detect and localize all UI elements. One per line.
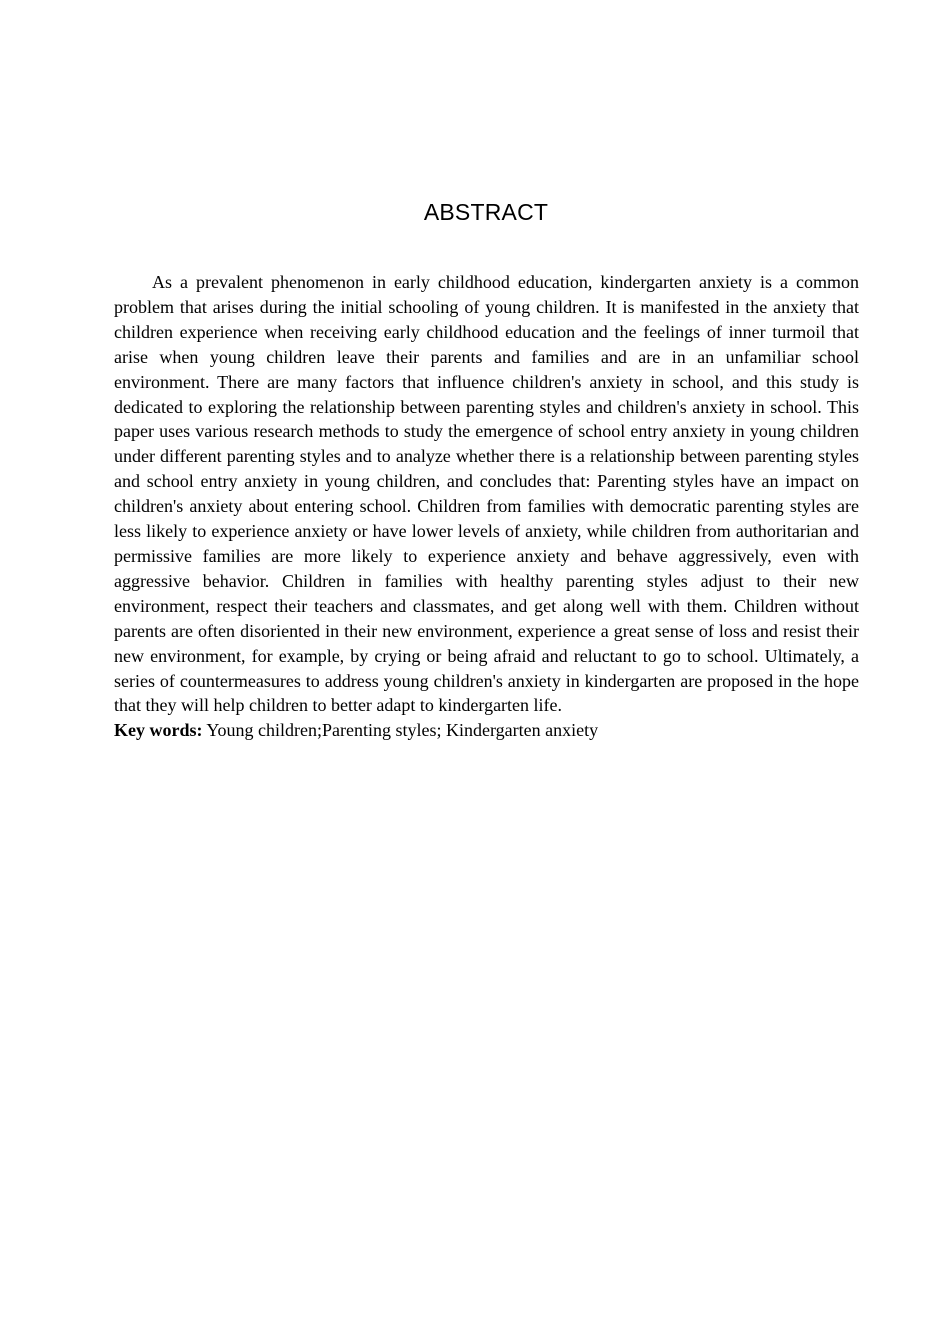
keywords-label: Key words: xyxy=(114,720,203,741)
abstract-content xyxy=(114,270,859,743)
keywords-text: Young children;Parenting styles; Kindergarten anxiety xyxy=(202,720,599,741)
abstract-title: ABSTRACT xyxy=(423,199,549,225)
abstract-body: As a prevalent phenomenon in early childhood education, kindergarten anxiety is a common problem that arises during the initial schooling of young children. It is manifested in the anxiety that children experience when receiving early childhood education and the feelings of inner turmoil that arise when young children leave their parents and families and are in an unfamiliar school environment. There are many factors that influence children's anxiety in school, and this study is dedicated to exploring the relationship between parenting styles and children's anxiety in school. This paper uses various research methods to study the emergence of school entry anxiety in young children under different parenting styles and to analyze whether there is a relationship between parenting styles and school entry anxiety in young children, and concludes that: Parenting styles have an impact on children's anxiety about entering school. Children from families with democratic parenting styles are less likely to experience anxiety or have lower levels of anxiety, while children from authoritarian and permissive families are more likely to experience anxiety and behave aggressively, even with aggressive behavior. Children in families with healthy parenting styles adjust to their new environment, respect their teachers and classmates, and get along well with them. Children without parents are often disoriented in their new environment, experience a great sense of loss and resist their new environment, for example, by crying or being afraid and reluctant to go to school. Ultimately, a series of countermeasures to address young children's anxiety in kindergarten are proposed in the hope that they will help children to better adapt to kindergarten life. xyxy=(114,272,859,716)
keywords-line xyxy=(114,718,859,743)
